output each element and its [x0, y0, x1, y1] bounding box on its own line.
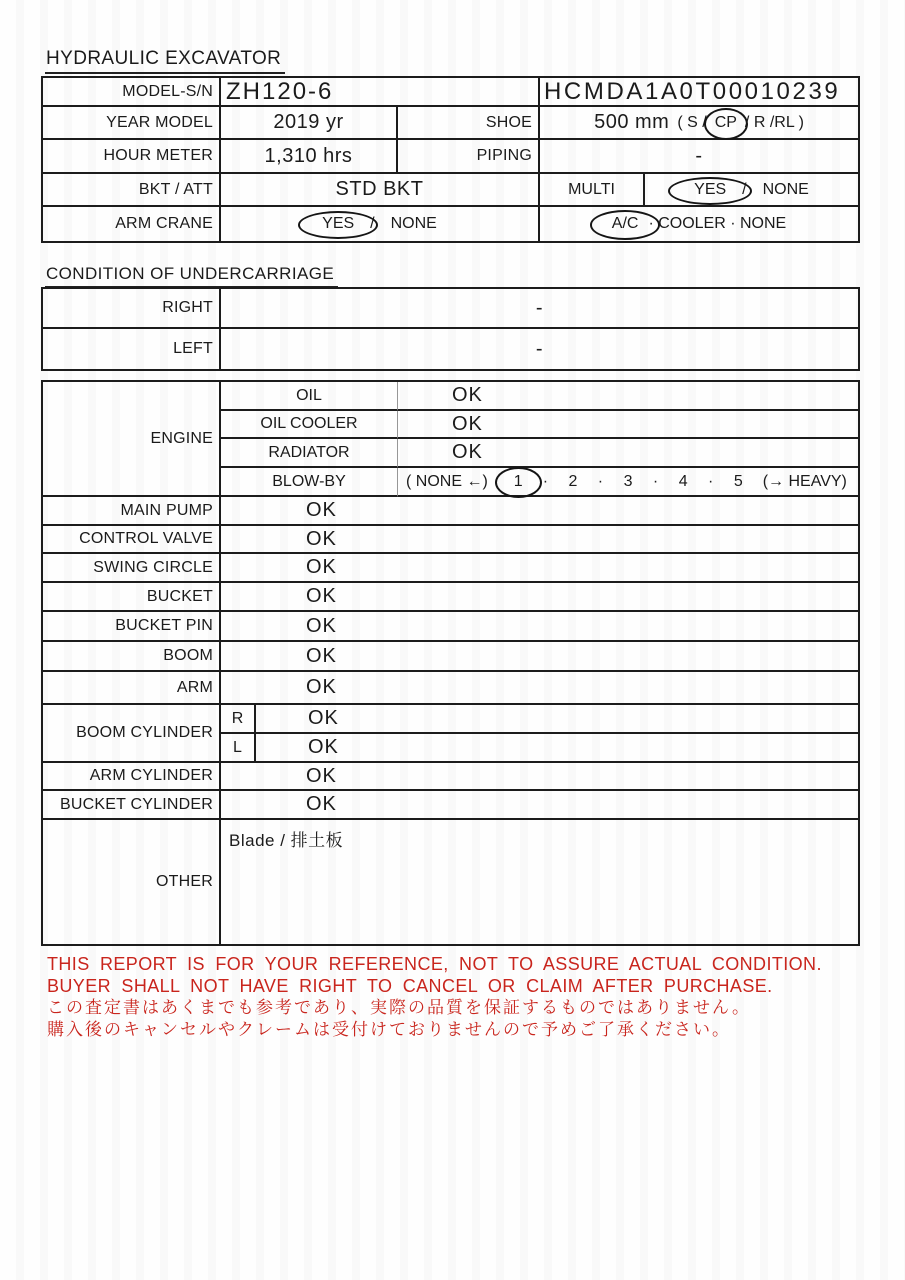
- bucket-cylinder-label: BUCKET CYLINDER: [43, 791, 221, 820]
- model-sn-value: ZH120-6: [221, 78, 540, 107]
- boom-cylinder-l-label: L: [221, 734, 256, 763]
- shoe-options-open: ( S /: [677, 113, 707, 131]
- multi-value: [645, 174, 858, 207]
- blow-by-prefix: ( NONE ←): [406, 472, 488, 490]
- main-pump-label: MAIN PUMP: [43, 497, 221, 526]
- boom-cylinder-label: BOOM CYLINDER: [43, 705, 221, 763]
- engine-blow-by-label: BLOW-BY: [221, 468, 398, 497]
- multi-label: MULTI: [540, 174, 645, 207]
- bucket-cylinder-value: OK: [221, 791, 858, 820]
- bucket-pin-label: BUCKET PIN: [43, 612, 221, 642]
- piping-label: PIPING: [398, 140, 540, 174]
- bkt-att-value: STD BKT: [221, 174, 540, 207]
- other-value: Blade / 排土板: [229, 831, 344, 850]
- page-title: HYDRAULIC EXCAVATOR: [45, 48, 285, 74]
- arm-crane-label: ARM CRANE: [43, 207, 221, 241]
- engine-blow-by-value: [398, 468, 858, 497]
- multi-other-option: NONE: [762, 180, 809, 198]
- aircon-other-options: · COOLER · NONE: [648, 215, 787, 232]
- boom-label: BOOM: [43, 642, 221, 672]
- disclaimer-line-en-2: BUYER SHALL NOT HAVE RIGHT TO CANCEL OR CLAIM AFTER PURCHASE.: [47, 975, 773, 996]
- engine-radiator-value: OK: [398, 439, 858, 468]
- multi-separator: /: [742, 180, 747, 198]
- undercarriage-left-value: -: [535, 337, 544, 360]
- blow-by-selected-level: 1: [514, 473, 523, 491]
- arm-crane-separator: /: [370, 215, 375, 232]
- boom-value: OK: [221, 642, 858, 672]
- model-sn-label: MODEL-S/N: [43, 78, 221, 107]
- hour-meter-value: 1,310 hrs: [221, 140, 398, 174]
- year-model-value: 2019 yr: [221, 107, 398, 140]
- arm-crane-value: [221, 207, 540, 241]
- engine-oil-label: OIL: [221, 382, 398, 411]
- bucket-pin-value: OK: [221, 612, 858, 642]
- blow-by-suffix: (→ HEAVY): [762, 472, 847, 490]
- control-valve-label: CONTROL VALVE: [43, 526, 221, 554]
- inspection-table: [41, 380, 860, 946]
- spec-table: [41, 76, 860, 243]
- disclaimer-line-jp-2: 購入後のキャンセルやクレームは受付けておりませんので予めご了承ください。: [47, 1019, 731, 1039]
- boom-cylinder-r-label: R: [221, 705, 256, 734]
- control-valve-value: OK: [221, 526, 858, 554]
- blow-by-scale: · 2 · 3 · 4 · 5: [542, 472, 743, 490]
- shoe-value: [540, 107, 858, 140]
- bucket-label: BUCKET: [43, 583, 221, 612]
- serial-number-value: HCMDA1A0T00010239: [540, 78, 858, 107]
- shoe-selected-option: CP: [715, 114, 737, 132]
- multi-selected-option: YES: [694, 181, 726, 199]
- arm-value: OK: [221, 672, 858, 705]
- year-model-label: YEAR MODEL: [43, 107, 221, 140]
- boom-cylinder-l-value: OK: [256, 734, 858, 763]
- engine-oil-cooler-label: OIL COOLER: [221, 411, 398, 439]
- arm-label: ARM: [43, 672, 221, 705]
- shoe-options-close: / R /RL ): [744, 113, 804, 131]
- aircon-value: [540, 207, 858, 241]
- arm-crane-selected-option: YES: [322, 215, 354, 233]
- disclaimer-line-jp-1: この査定書はあくまでも参考であり、実際の品質を保証するものではありません。: [47, 998, 752, 1017]
- arm-cylinder-value: OK: [221, 763, 858, 791]
- hour-meter-label: HOUR METER: [43, 140, 221, 174]
- piping-value: -: [540, 140, 858, 174]
- arm-cylinder-label: ARM CYLINDER: [43, 763, 221, 791]
- engine-oil-cooler-value: OK: [398, 411, 858, 439]
- engine-oil-value: OK: [398, 382, 858, 411]
- undercarriage-table: [41, 287, 860, 371]
- boom-cylinder-r-value: OK: [256, 705, 858, 734]
- disclaimer-line-en-1: THIS REPORT IS FOR YOUR REFERENCE, NOT TO ASSURE ACTUAL CONDITION.: [47, 954, 822, 974]
- bkt-att-label: BKT / ATT: [43, 174, 221, 207]
- engine-label: ENGINE: [43, 382, 221, 497]
- swing-circle-value: OK: [221, 554, 858, 583]
- aircon-selected-option: A/C: [612, 215, 639, 233]
- bucket-value: OK: [221, 583, 858, 612]
- other-label: OTHER: [43, 820, 221, 944]
- disclaimer-block: [47, 954, 822, 1040]
- swing-circle-label: SWING CIRCLE: [43, 554, 221, 583]
- undercarriage-left-label: LEFT: [43, 329, 221, 369]
- undercarriage-right-label: RIGHT: [43, 289, 221, 329]
- main-pump-value: OK: [221, 497, 858, 526]
- shoe-label: SHOE: [398, 107, 540, 140]
- undercarriage-title: CONDITION OF UNDERCARRIAGE: [45, 264, 338, 288]
- arm-crane-other-option: NONE: [390, 215, 437, 232]
- engine-radiator-label: RADIATOR: [221, 439, 398, 468]
- undercarriage-right-value: -: [221, 289, 858, 329]
- shoe-size: 500 mm: [594, 111, 670, 133]
